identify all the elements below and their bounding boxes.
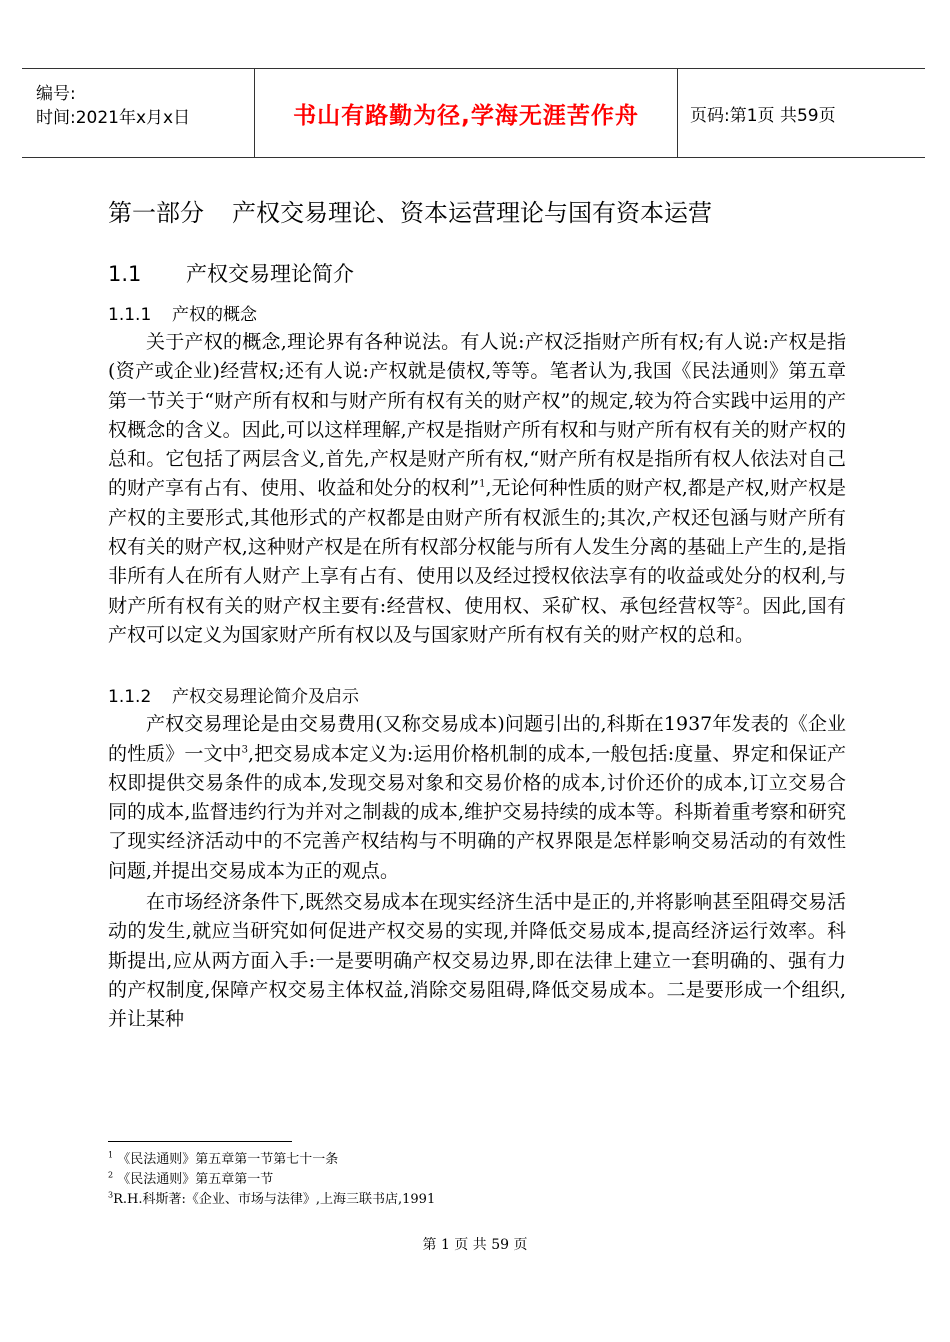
header-meta-cell bbox=[22, 69, 255, 157]
section-heading-1-1 bbox=[108, 258, 846, 288]
paragraph-text: 。因此,国有产权可以定义为国家财产所有权以及与国家财产所有权有关的财产权的总和。 bbox=[108, 594, 846, 646]
subsection-number: 1.1.1 bbox=[108, 305, 152, 325]
subsection-heading-1-1-1 bbox=[108, 302, 846, 328]
footnote-mark: 2 bbox=[108, 1170, 114, 1180]
time-label: 时间:2021年x月x日 bbox=[36, 108, 191, 128]
section-number: 1.1 bbox=[108, 262, 142, 286]
footnote-divider bbox=[108, 1141, 292, 1142]
page-footer: 第 1 页 共 59 页 bbox=[422, 1237, 528, 1253]
header-motto-cell bbox=[255, 69, 678, 157]
footnote-text: R.H.科斯著:《企业、市场与法律》,上海三联书店,1991 bbox=[113, 1192, 436, 1207]
paragraph-text: 产权交易理论是由交易费用(又称交易成本)问题引出的,科斯在1937年发表的《企业的性质》一文中 bbox=[108, 713, 846, 765]
page-info: 页码:第1页 共59页 bbox=[690, 105, 836, 126]
footnote-item bbox=[108, 1150, 435, 1170]
footnote-ref-1[interactable]: 1 bbox=[479, 479, 486, 491]
footnote-mark: 1 bbox=[108, 1150, 114, 1160]
subsection-title: 产权交易理论简介及启示 bbox=[172, 687, 359, 708]
paragraph-property-rights bbox=[108, 328, 846, 650]
section-title: 产权交易理论简介 bbox=[186, 262, 354, 286]
paragraph-text: ,把交易成本定义为:运用价格机制的成本,一般包括:度量、界定和保证产权即提供交易条件的成本,发现交易对象和交易价格的成本,讨价还价的成本,订立交易合同的成本,监督违约行为并对之制裁的成本,维护交易持续的成本等。科斯着重考察和研究了现实经济活动中的不完善产权结构与不明确的产权界限是怎样影响交易活动的有效性问题,并提出交易成本为正的观点。 bbox=[108, 742, 846, 882]
paragraph-transaction-theory bbox=[108, 710, 846, 886]
document-header bbox=[22, 68, 925, 158]
motto-text: 书山有路勤为径,学海无涯苦作舟 bbox=[293, 102, 639, 129]
footnote-text: 《民法通则》第五章第一节 bbox=[117, 1172, 274, 1187]
paragraph-text: 关于产权的概念,理论界有各种说法。有人说:产权泛指财产所有权;有人说:产权是指(资产或企业)经营权;还有人说:产权就是债权,等等。笔者认为,我国《民法通则》第五章第一节关于“财产所有权和与财产所有权有关的财产权”的规定,较为符合实践中运用的产权概念的含义。因此,可以这样理解,产权是指财产所有权和与财产所有权有关的财产权的总和。它包括了两层含义,首先,产权是财产所有权,“财产所有权是指所有权人依法对自己的财产享有占有、使用、收益和处分的权利” bbox=[108, 331, 846, 500]
subsection-title: 产权的概念 bbox=[172, 305, 257, 325]
footnote-mark: 3 bbox=[108, 1190, 114, 1200]
paragraph-market-economy: 在市场经济条件下,既然交易成本在现实经济生活中是正的,并将影响甚至阻碍交易活动的发生,就应当研究如何促进产权交易的实现,并降低交易成本,提高经济运行效率。科斯提出,应从两方面入手:一是要明确产权交易边界,即在法律上建立一套明确的、强有力的产权制度,保障产权交易主体权益,消除交易阻碍,降低交易成本。二是要形成一个组织,并让某种 bbox=[108, 891, 846, 1031]
header-page-cell bbox=[678, 69, 925, 157]
footnote-item bbox=[108, 1190, 435, 1210]
footnote-ref-2[interactable]: 2 bbox=[736, 596, 743, 608]
paragraph-text: ,无论何种性质的财产权,都是产权,财产权是产权的主要形式,其他形式的产权都是由财产所有权派生的;其次,产权还包涵与财产所有权有关的财产权,这种财产权是在所有权部分权能与所有人发生分离的基础上产生的,是指非所有人在所有人财产上享有占有、使用以及经过授权依法享有的收益或处分的权利,与财产所有权有关的财产权主要有:经营权、使用权、采矿权、承包经营权等 bbox=[108, 477, 847, 617]
number-label: 编号: bbox=[36, 84, 76, 104]
part-title: 产权交易理论、资本运营理论与国有资本运营 bbox=[232, 199, 712, 227]
footnote-text: 《民法通则》第五章第一节第七十一条 bbox=[117, 1152, 339, 1167]
subsection-number: 1.1.2 bbox=[108, 687, 152, 708]
subsection-heading-1-1-2 bbox=[108, 684, 846, 710]
part-label: 第一部分 bbox=[108, 199, 204, 227]
document-body bbox=[108, 193, 846, 1035]
footnote-item bbox=[108, 1170, 435, 1190]
footnotes bbox=[108, 1150, 435, 1210]
footnote-ref-3[interactable]: 3 bbox=[241, 744, 249, 756]
part-heading bbox=[108, 193, 846, 228]
